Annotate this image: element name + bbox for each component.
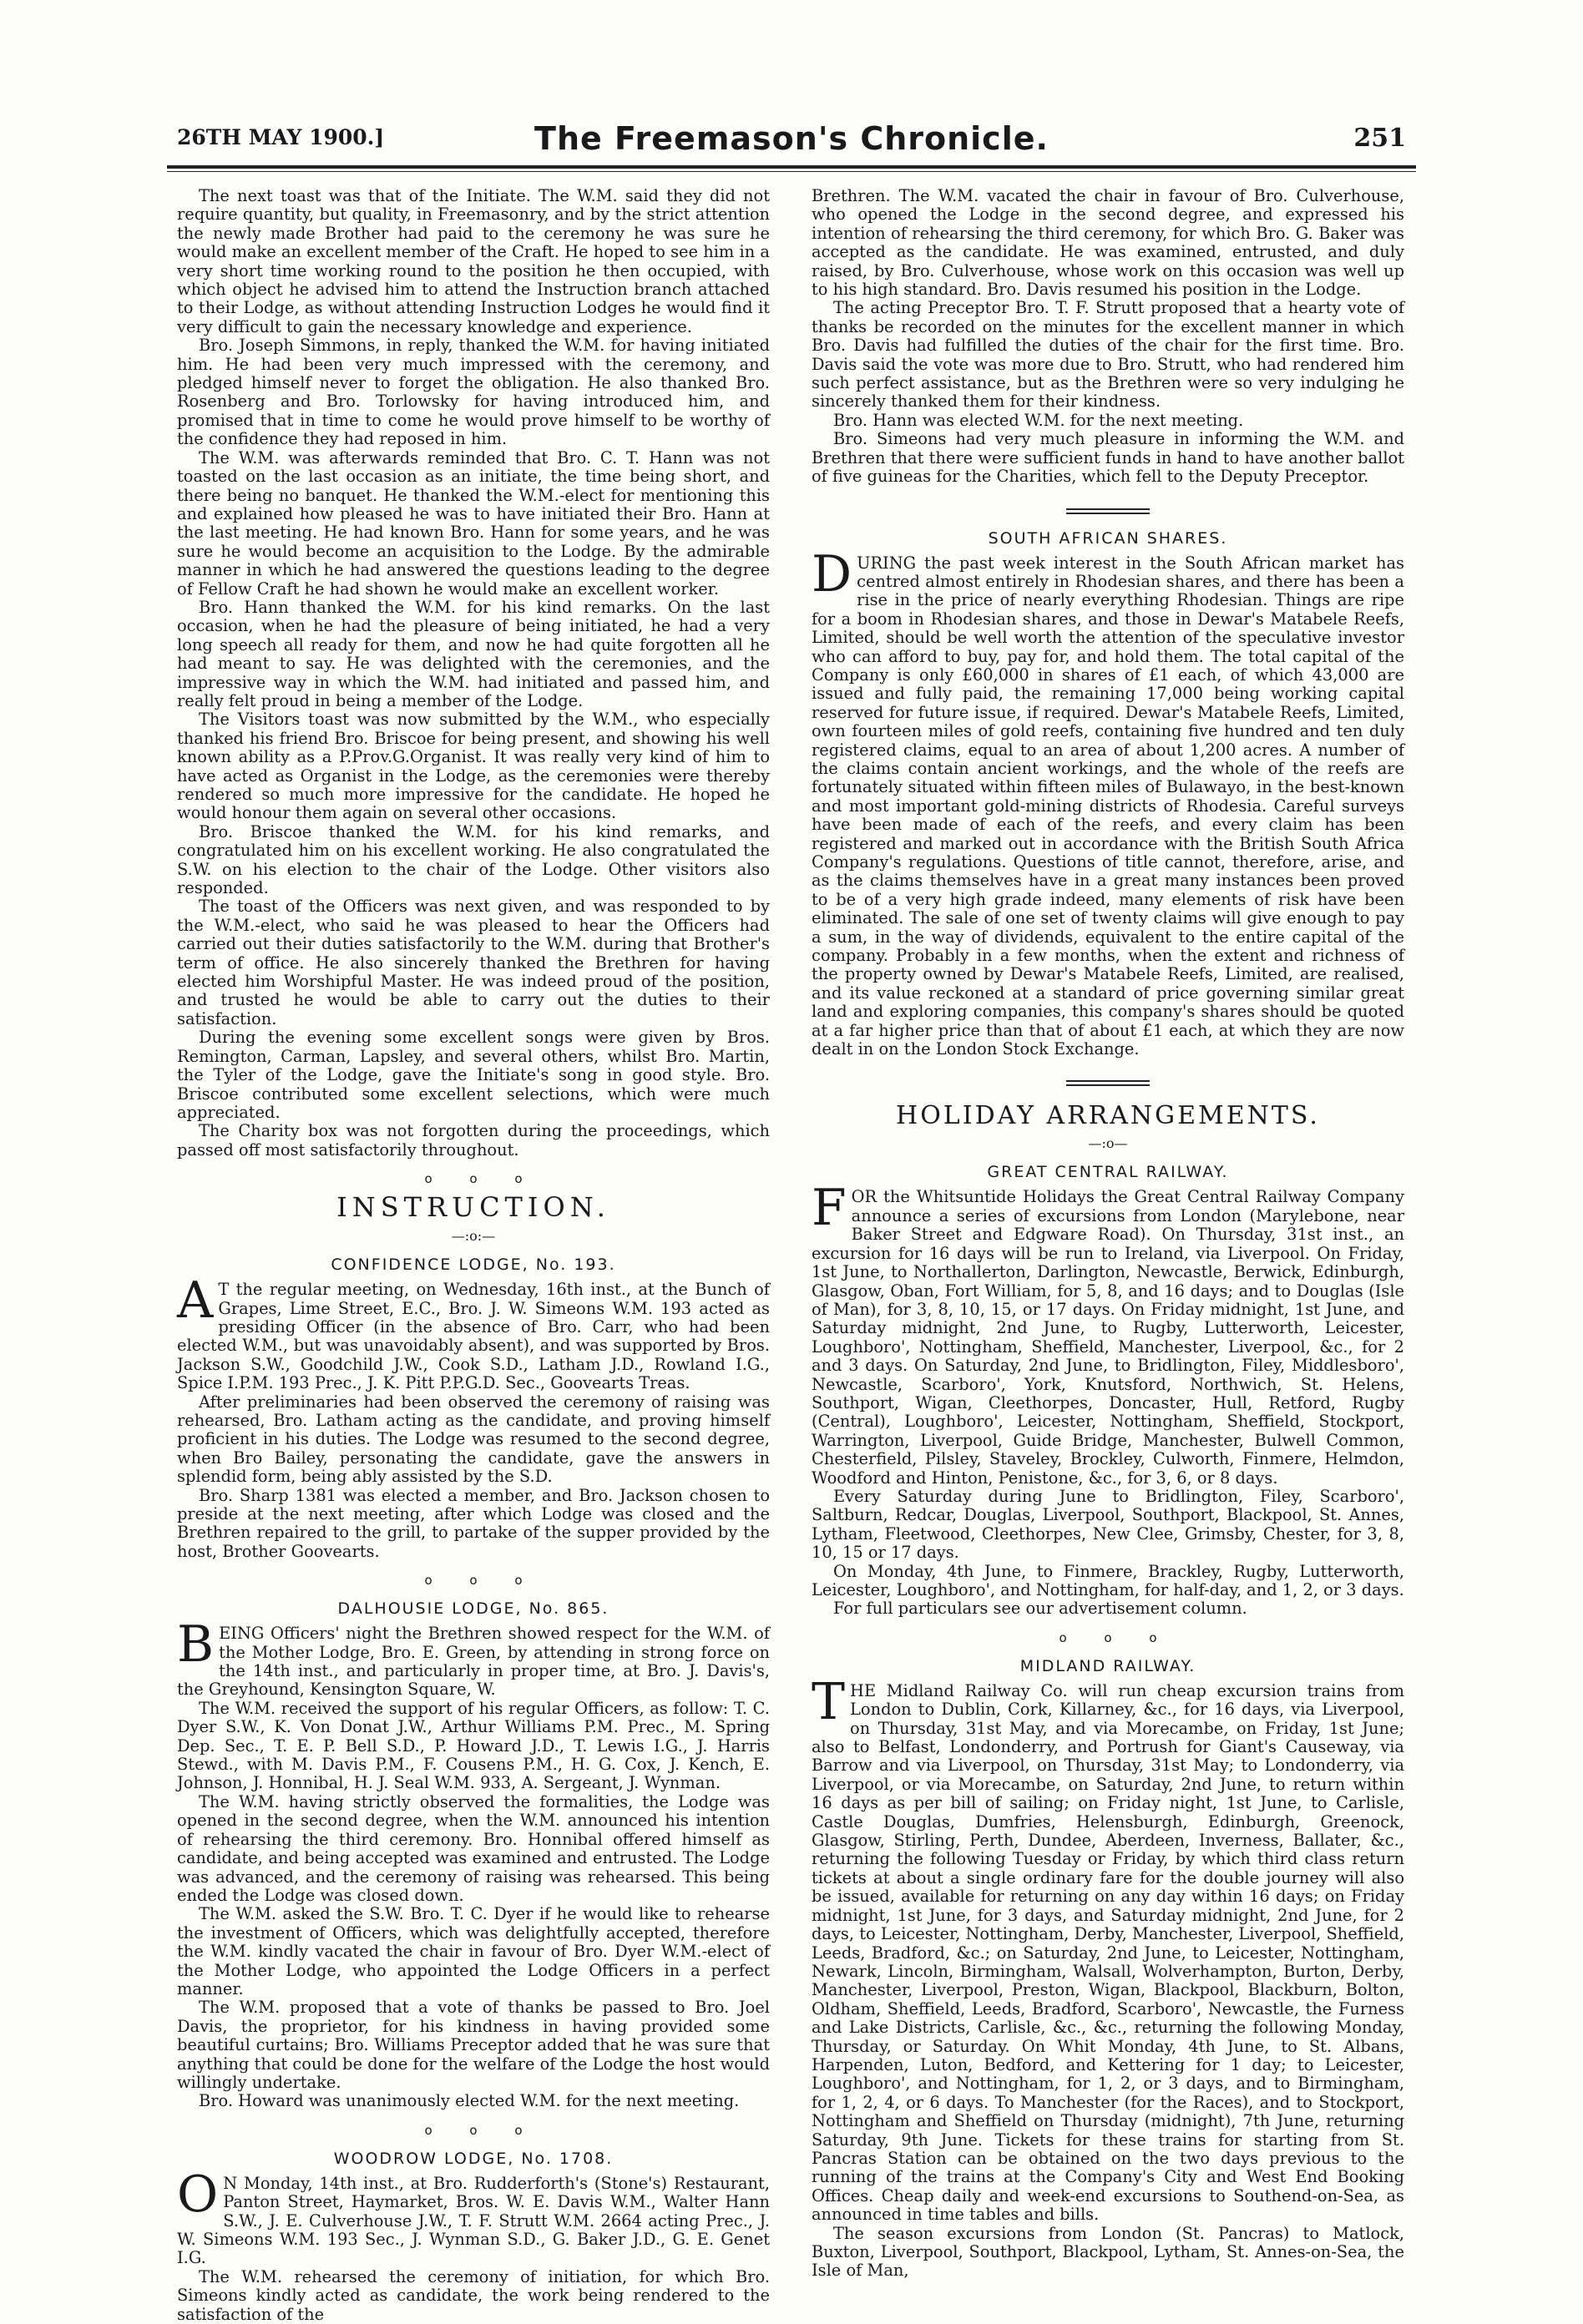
section-ornament: o o o xyxy=(424,2122,523,2138)
section-ornament: o o o xyxy=(424,1573,523,1589)
separator: —:o— xyxy=(1088,1135,1128,1152)
paragraph: The Charity box was not forgotten during the proceedings, which passed off most satisfactorily throughout. xyxy=(177,1121,770,1159)
publication-title: The Freemason's Chronicle. xyxy=(534,120,1049,157)
paragraph: The season excursions from London (St. Pancras) to Matlock, Buxton, Liverpool, Southport, Blackpool, Lytham, St. Annes-on-Sea, the Isle of Man, xyxy=(812,2223,1404,2281)
issue-date: 26TH MAY 1900.] xyxy=(177,125,385,149)
left-column xyxy=(177,187,770,2324)
great-central-railway-heading: GREAT CENTRAL RAILWAY. xyxy=(987,1163,1229,1182)
paragraph: ON Monday, 14th inst., at Bro. Rudderforth's (Stone's) Restaurant, Panton Street, Haymarket, Bros. W. E. Davis W.M., Walter Hann S.W., J. E. Culverhouse J.W., T. F. Strutt W.M. 2664 acting Prec., J. W. Simeons W.M. 193 Sec., J. Wynman S.D., G. Baker J.D., G. E. Genet I.G. xyxy=(177,2165,770,2268)
section-divider xyxy=(1066,1080,1150,1086)
separator: —:o:— xyxy=(451,1228,496,1245)
paragraph: Bro. Hann was elected W.M. for the next meeting. xyxy=(833,410,1244,430)
section-ornament: o o o xyxy=(1059,1629,1157,1645)
paragraph: Bro. Joseph Simmons, in reply, thanked the W.M. for having initiated him. He had been very much impressed with the ceremony, and pledged himself never to forget the obligation. He also thanked Bro. Rosenberg and Bro. Torlowsky for having introduced him, and promised that in time to come he would prove himself to be worthy of the confidence they had reposed in him. xyxy=(177,336,770,449)
south-african-shares-heading: SOUTH AFRICAN SHARES. xyxy=(988,528,1228,548)
holiday-arrangements-heading: HOLIDAY ARRANGEMENTS. xyxy=(896,1101,1320,1131)
paragraph: The acting Preceptor Bro. T. F. Strutt proposed that a hearty vote of thanks be recorded on the minutes for the excellent manner in which Bro. Davis had fulfilled the duties of the chair for the first time. Bro. Davis said the vote was more due to Bro. Strutt, who had rendered him such perfect assistance, but as the Brethren were so very indulging he sincerely thanked them for their kindness. xyxy=(812,298,1404,412)
masthead xyxy=(83,120,1500,162)
paragraph: Bro. Hann thanked the W.M. for his kind remarks. On the last occasion, when he had the pleasure of being initiated, he had a very long speech all ready for them, and now he had quite forgotten all he had meant to say. He was delighted with the ceremonies, and the impressive way in which the W.M. had initiated and passed him, and really felt proud in being a member of the Lodge. xyxy=(177,597,770,710)
paragraph: The W.M. proposed that a vote of thanks be passed to Bro. Joel Davis, the proprietor, for his kindness in having provided some beautiful curtains; Bro. Williams Preceptor added that he was sure that anything that could be done for the welfare of the Lodge the host would willingly undertake. xyxy=(177,1998,770,2092)
paragraph: The next toast was that of the Initiate. The W.M. said they did not require quantity, but quality, in Freemasonry, and by the strict attention the newly made Brother had paid to the ceremony he was sure he would make an excellent member of the Craft. He hoped to see him in a very short time working round to the position he then occupied, with which object he advised him to attend the Instruction branch attached to their Lodge, as without attending Instruction Lodges he would find it very difficult to gain the necessary knowledge and experience. xyxy=(177,186,770,336)
paragraph: AT the regular meeting, on Wednesday, 16th inst., at the Bunch of Grapes, Lime Street, E.C., Bro. J. W. Simeons W.M. 193 acted as presiding Officer (in the absence of Bro. Carr, who had been elected W.M., but was unavoidably absent), and was supported by Bros. Jackson S.W., Goodchild J.W., Cook S.D., Latham J.D., Rowland I.G., Spice I.P.M. 193 Prec., J. K. Pitt P.P.G.D. Sec., Goovearts Treas. xyxy=(177,1271,770,1393)
paragraph: DURING the past week interest in the South African market has centred almost entirely in Rhodesian shares, and there has been a rise in the price of nearly everything Rhodesian. Things are ripe for a boom in Rhodesian shares, and those in Dewar's Matabele Reefs, Limited, should be well worth the attention of the speculative investor who can afford to buy, pay for, and hold them. The total capital of the Company is only £60,000 in shares of £1 each, of which 43,000 are issued and fully paid, the remaining 17,000 being working capital reserved for future issue, if required. Dewar's Matabele Reefs, Limited, own fourteen miles of gold reefs, containing five hundred and ten duly registered claims, equal to an area of about 1,200 acres. A number of the claims contain ancient workings, and the whole of the reefs are fortunately situated within fifteen miles of Bulawayo, in the best-known and most important gold-mining districts of Rhodesia. Careful surveys have been made of each of the reefs, and every claim has been registered and marked out in accordance with the British South Africa Company's regulations. Questions of title cannot, therefore, arise, and as the claims themselves have in a great many instances been proved to be of a very high grade indeed, many elements of risk have been eliminated. The sale of one set of twenty claims will give enough to pay a sum, in the way of dividends, equivalent to the entire capital of the company. Probably in a few months, when the extent and richness of the property owned by Dewar's Matabele Reefs, Limited, are realised, and its value reckoned at a standard of price governing similar great land and exploring companies, this company's shares should be quoted at a far higher price than that of about £1 each, at which they are now dealt in on the London Stock Exchange. xyxy=(812,544,1404,1059)
paragraph: After preliminaries had been observed the ceremony of raising was rehearsed, Bro. Latham acting as the candidate, and proving himself proficient in his duties. The Lodge was resumed to the second degree, when Bro Bailey, personating the candidate, gave the answers in splendid form, being ably assisted by the S.D. xyxy=(177,1392,770,1487)
section-divider xyxy=(1066,508,1150,514)
paragraph: Brethren. The W.M. vacated the chair in favour of Bro. Culverhouse, who opened the Lodge in the second degree, and expressed his intention of rehearsing the third ceremony, for which Bro. G. Baker was accepted as the candidate. He was examined, entrusted, and duly raised, by Bro. Culverhouse, whose work on this occasion was well up to his high standard. Bro. Davis resumed his position in the Lodge. xyxy=(812,186,1404,300)
masthead-rule xyxy=(167,165,1416,172)
paragraph: Bro. Simeons had very much pleasure in informing the W.M. and Brethren that there were sufficient funds in hand to have another ballot of five guineas for the Charities, which fell to the Deputy Preceptor. xyxy=(812,429,1404,487)
woodrow-lodge-heading: WOODROW LODGE, No. 1708. xyxy=(333,2149,614,2168)
paragraph: The W.M. received the support of his regular Officers, as follow: T. C. Dyer S.W., K. Von Donat J.W., Arthur Williams P.M. Prec., M. Spring Dep. Sec., T. E. P. Bell S.D., P. Howard J.D., T. Lewis I.G., J. Harris Stewd., with M. Davis P.M., F. Cousens P.M., H. G. Cox, J. Kench, E. Johnson, J. Honnibal, H. J. Seal W.M. 933, A. Sergeant, J. Wynman. xyxy=(177,1698,770,1793)
paragraph: The W.M. asked the S.W. Bro. T. C. Dyer if he would like to rehearse the investment of Officers, which was delightfully accepted, therefore the W.M. kindly vacated the chair in favour of Bro. Dyer W.M.-elect of the Mother Lodge, who appointed the Lodge Officers in a perfect manner. xyxy=(177,1904,770,1998)
paragraph: During the evening some excellent songs were given by Bros. Remington, Carman, Lapsley, and several others, whilst Bro. Martin, the Tyler of the Lodge, gave the Initiate's song in good style. Bro. Briscoe contributed some excellent selections, which were much appreciated. xyxy=(177,1028,770,1122)
paragraph: The W.M. was afterwards reminded that Bro. C. T. Hann was not toasted on the last occasion as an initiate, the time being short, and there being no banquet. He thanked the W.M.-elect for mentioning this and explained how pleased he was to have initiated their Bro. Hann at the last meeting. He had known Bro. Hann for some years, and he was sure he would become an acquisition to the Lodge. By the admirable manner in which he had answered the questions leading to the degree of Fellow Craft he had shown he would make an excellent worker. xyxy=(177,447,770,599)
paragraph: Bro. Briscoe thanked the W.M. for his kind remarks, and congratulated him on his excellent working. He also congratulated the S.W. on his election to the chair of the Lodge. Other visitors also responded. xyxy=(177,821,770,898)
paragraph: On Monday, 4th June, to Finmere, Brackley, Rugby, Lutterworth, Leicester, Loughboro', and Nottingham, for half-day, and 1, 2, or 3 days. xyxy=(812,1561,1404,1599)
paragraph: The W.M. having strictly observed the formalities, the Lodge was opened in the second degree, when the W.M. announced his intention of rehearsing the third ceremony. Bro. Honnibal offered himself as candidate, and being accepted was examined and entrusted. The Lodge was advanced, and the ceremony of raising was rehearsed. This being ended the Lodge was closed down. xyxy=(177,1791,770,1905)
midland-railway-heading: MIDLAND RAILWAY. xyxy=(1019,1656,1196,1675)
paragraph: BEING Officers' night the Brethren showed respect for the W.M. of the Mother Lodge, Bro. E. Green, by attending in strong force on the 14th inst., and particularly in proper time, at Bro. J. Davis's, the Greyhound, Kensington Square, W. xyxy=(177,1615,770,1700)
paragraph: Bro. Sharp 1381 was elected a member, and Bro. Jackson chosen to preside at the next meeting, after which Lodge was closed and the Brethren repaired to the grill, to partake of the supper provided by the host, Brother Goovearts. xyxy=(177,1485,770,1561)
section-ornament: o o o xyxy=(424,1171,523,1187)
paragraph: Bro. Howard was unanimously elected W.M. for the next meeting. xyxy=(199,2091,740,2111)
paragraph: The Visitors toast was now submitted by the W.M., who especially thanked his friend Bro. Briscoe for being present, and showing his well known ability as a P.Prov.G.Organist. It was really very kind of him to have acted as Organist in the Lodge, as the ceremonies were thereby rendered so much more impressive for the candidate. He hoped he would honour them again on several other occasions. xyxy=(177,710,770,823)
page-number: 251 xyxy=(1353,124,1406,153)
paragraph: The W.M. rehearsed the ceremony of initiation, for which Bro. Simeons kindly acted as candidate, the work being rendered to the satisfaction of the xyxy=(177,2266,770,2324)
paragraph: For full particulars see our advertisement column. xyxy=(833,1599,1247,1619)
instruction-heading: INSTRUCTION. xyxy=(336,1191,610,1224)
right-column xyxy=(812,187,1404,2281)
confidence-lodge-heading: CONFIDENCE LODGE, No. 193. xyxy=(331,1255,616,1275)
paragraph: Every Saturday during June to Bridlington, Filey, Scarboro', Saltburn, Redcar, Douglas, Liverpool, Southport, Blackpool, St. Annes, Lytham, Fleetwood, Cleethorpes, New Clee, Grimsby, Chester, for 3, 8, 10, 15 or 17 days. xyxy=(812,1486,1404,1563)
paragraph: THE Midland Railway Co. will run cheap excursion trains from London to Dublin, Cork, Killarney, &c., for 16 days, via Liverpool, on Thursday, 31st May, and via Morecambe, on Friday, 1st June; also to Belfast, Londonderry, and Portrush for Giant's Causeway, via Barrow and via Liverpool, on Thursday, 31st May; to Londonderry, via Liverpool, or via Morecambe, on Saturday, 2nd June, to return within 16 days as per bill of sailing; on Friday night, 1st June, to Carlisle, Castle Douglas, Dumfries, Helensburgh, Edinburgh, Greenock, Glasgow, Stirling, Perth, Dundee, Aberdeen, Inverness, Ballater, &c., returning the following Tuesday or Friday, by which third class return tickets at about a single ordinary fare for the double journey will also be issued, available for returning on any day within 16 days; on Friday midnight, 1st June, for 3 days, and Saturday midnight, 2nd June, for 2 days, to Leicester, Nottingham, Derby, Manchester, Liverpool, Sheffield, Leeds, Bradford, &c.; on Saturday, 2nd June, to Leicester, Nottingham, Newark, Lincoln, Birmingham, Walsall, Wolverhampton, Burton, Derby, Manchester, Liverpool, Preston, Wigan, Blackpool, Blackburn, Bolton, Oldham, Sheffield, Leeds, Bradford, Scarboro', Newcastle, the Furness and Lake Districts, Carlisle, &c., &c., returning the following Monday, Thursday, or Saturday. On Whit Monday, 4th June, to St. Albans, Harpenden, Luton, Bedford, and Kettering for 1 day; to Leicester, Loughboro', and Nottingham, for 1, 2, or 3 days, and to Birmingham, for 1, 2, 4, or 6 days. To Manchester (for the Races), and to Stockport, Nottingham and Sheffield on Thursday (midnight), 7th June, returning Saturday, 9th June. Tickets for these trains for starting from St. Pancras Station can be obtained on the two days previous to the running of the trains at the Company's City and West End Booking Offices. Cheap daily and week-end excursions to Southend-on-Sea, as announced in time tables and bills. xyxy=(812,1672,1404,2225)
paragraph: FOR the Whitsuntide Holidays the Great Central Railway Company announce a series of excursions from London (Marylebone, near Baker Street and Edgware Road). On Thursday, 31st inst., an excursion for 16 days will be run to Ireland, via Liverpool. On Friday, 1st June, to Northallerton, Darlington, Newcastle, Berwick, Edinburgh, Glasgow, Oban, Fort William, for 5, 8, and 16 days; and to Douglas (Isle of Man), for 3, 8, 10, 15, or 17 days. On Friday midnight, 1st June, and Saturday midnight, 2nd June, to Rugby, Lutterworth, Leicester, Loughboro', Nottingham, Sheffield, Manchester, Liverpool, &c., for 2 and 3 days. On Saturday, 2nd June, to Bridlington, Filey, Middlesboro', Newcastle, Scarboro', York, Knutsford, Northwich, St. Helens, Southport, Wigan, Cleethorpes, Doncaster, Hull, Retford, Rugby (Central), Loughboro', Leicester, Nottingham, Sheffield, Stockport, Warrington, Liverpool, Guide Bridge, Manchester, Bulwell Common, Chesterfield, Pilsley, Staveley, Brockley, Culworth, Finmere, Helmdon, Woodford and Hinton, Penistone, &c., for 3, 6, or 8 days. xyxy=(812,1179,1404,1488)
paragraph: The toast of the Officers was next given, and was responded to by the W.M.-elect, who said he was pleased to hear the Officers had carried out their duties satisfactorily to the W.M. during that Brother's term of office. He also sincerely thanked the Brethren for having elected him Worshipful Master. He was indeed proud of the position, and trusted he would be able to carry out the duties to their satisfaction. xyxy=(177,897,770,1028)
dalhousie-lodge-heading: DALHOUSIE LODGE, No. 865. xyxy=(337,1599,609,1619)
article-columns xyxy=(177,186,1406,2324)
